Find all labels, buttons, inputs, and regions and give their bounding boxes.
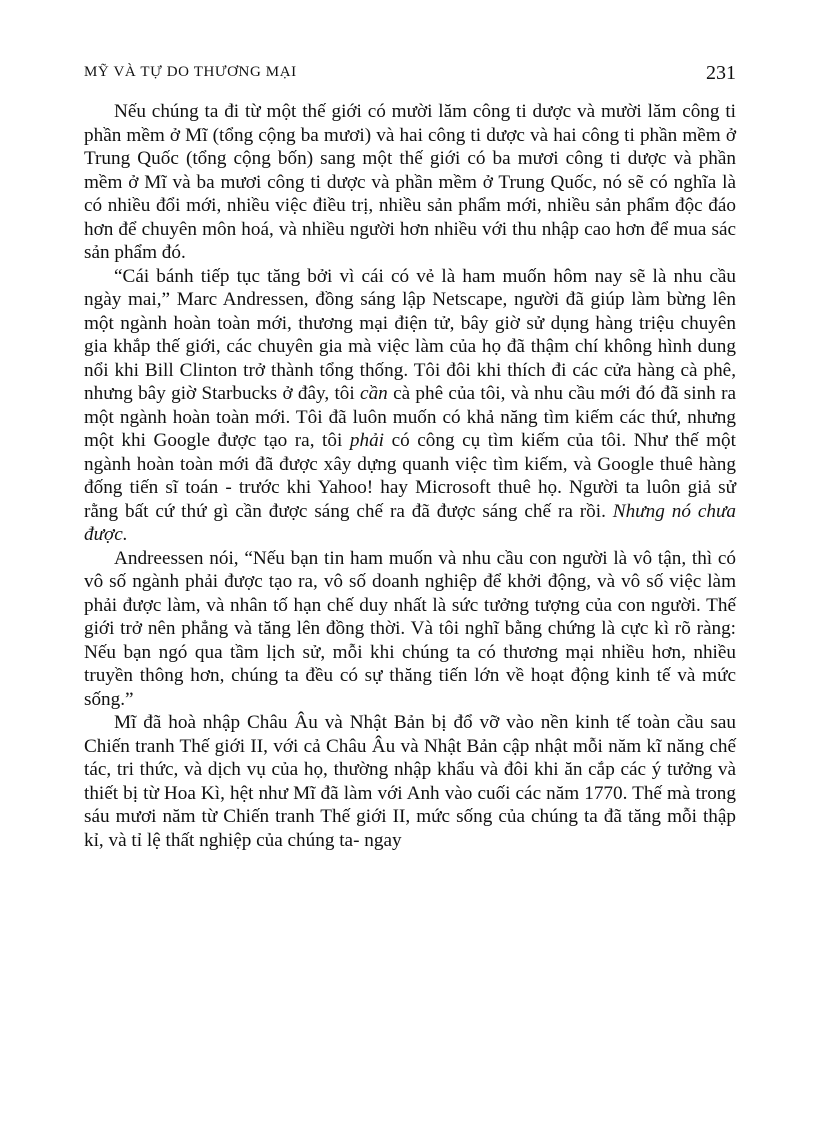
paragraph-2-part-2: cà phê của tôi, và nhu cầu mới đó đã sinh ra một ngành hoàn toàn mới. Tôi đã luôn muốn có khả năng tìm kiếm các thứ, nhưng một khi Google được tạo ra, tôi (84, 383, 736, 451)
paragraph-2-part-1: “Cái bánh tiếp tục tăng bởi vì cái có vẻ là ham muốn hôm nay sẽ là nhu cầu ngày mai,” Marc Andressen, đồng sáng lập Netscape, người đã giúp làm bừng lên một ngành hoàn toàn mới, thương mại điện tử, bây giờ sử dụng hàng triệu chuyên gia khắp thế giới, các chuyên gia mà việc làm của họ đã thậm chí không hình dung nổi khi Bill Clinton trở thành tổng thống. Tôi đôi khi thích đi các cửa hàng cà phê, nhưng bây giờ Starbucks ở đây, tôi (84, 265, 736, 404)
running-title: MỸ VÀ TỰ DO THƯƠNG MẠI (84, 64, 297, 80)
paragraph-1: Nếu chúng ta đi từ một thế giới có mười lăm công ti dược và mười lăm công ti phần mềm ở Mĩ (tổng cộng ba mươi) và hai công ti dược và hai công ti phần mềm ở Trung Quốc (tổng cộng bốn) sang một thế giới có ba mươi công ti dược và phần mềm ở Mĩ và ba mươi công ti dược và phần mềm ở Trung Quốc, nó sẽ có nghĩa là có nhiều đổi mới, nhiều việc điều trị, nhiều sản phẩm mới, nhiều sản phẩm độc đáo hơn để chuyên môn hoá, và nhiều người hơn nhiều với thu nhập cao hơn để mua sác sản phẩm đó. (84, 101, 736, 263)
paragraph-2 (84, 265, 736, 547)
body-text (84, 100, 736, 852)
paragraph-4: Mĩ đã hoà nhập Châu Âu và Nhật Bản bị đổ vỡ vào nền kinh tế toàn cầu sau Chiến tranh Thế giới II, với cả Châu Âu và Nhật Bản cập nhật mỗi năm kĩ năng chế tác, tri thức, và dịch vụ của họ, thường nhập khẩu và đôi khi ăn cắp các ý tưởng và thiết bị từ Hoa Kì, hệt như Mĩ đã làm với Anh vào cuối các năm 1770. Thế mà trong sáu mươi năm từ Chiến tranh Thế giới II, mức sống của chúng ta đã tăng mỗi thập kỉ, và tỉ lệ thất nghiệp của chúng ta- ngay (84, 712, 736, 851)
paragraph-3: Andreessen nói, “Nếu bạn tin ham muốn và nhu cầu con người là vô tận, thì có vô số ngành phải được tạo ra, vô số doanh nghiệp để khởi động, và vô số việc làm phải được làm, và nhân tố hạn chế duy nhất là sức tưởng tượng của con người. Thế giới trở nên phẳng và tăng lên đồng thời. Và tôi nghĩ bằng chứng là cực kì rõ ràng: Nếu bạn ngó qua tầm lịch sử, mỗi khi chúng ta có thương mại nhiều hơn, nhiều truyền thông hơn, chúng ta đều có sự thăng tiến lớn về hoạt động kinh tế và mức sống.” (84, 547, 736, 710)
page-header (84, 64, 736, 88)
paragraph-2-part-3: có công cụ tìm kiếm của tôi. Như thế một ngành hoàn toàn mới đã được xây dựng quanh việc tìm kiếm, và Google thuê hàng đống tiến sĩ toán - trước khi Yahoo! hay Microsoft thuê họ. Người ta luôn giả sử rằng bất cứ thứ gì cần được sáng chế ra đã được sáng chế ra rồi. (84, 430, 736, 522)
emphasis-can: cần (360, 383, 388, 404)
page-number: 231 (706, 62, 736, 84)
emphasis-phai: phải (349, 430, 385, 451)
emphasis-closing: Nhưng nó chưa được. (84, 500, 736, 545)
